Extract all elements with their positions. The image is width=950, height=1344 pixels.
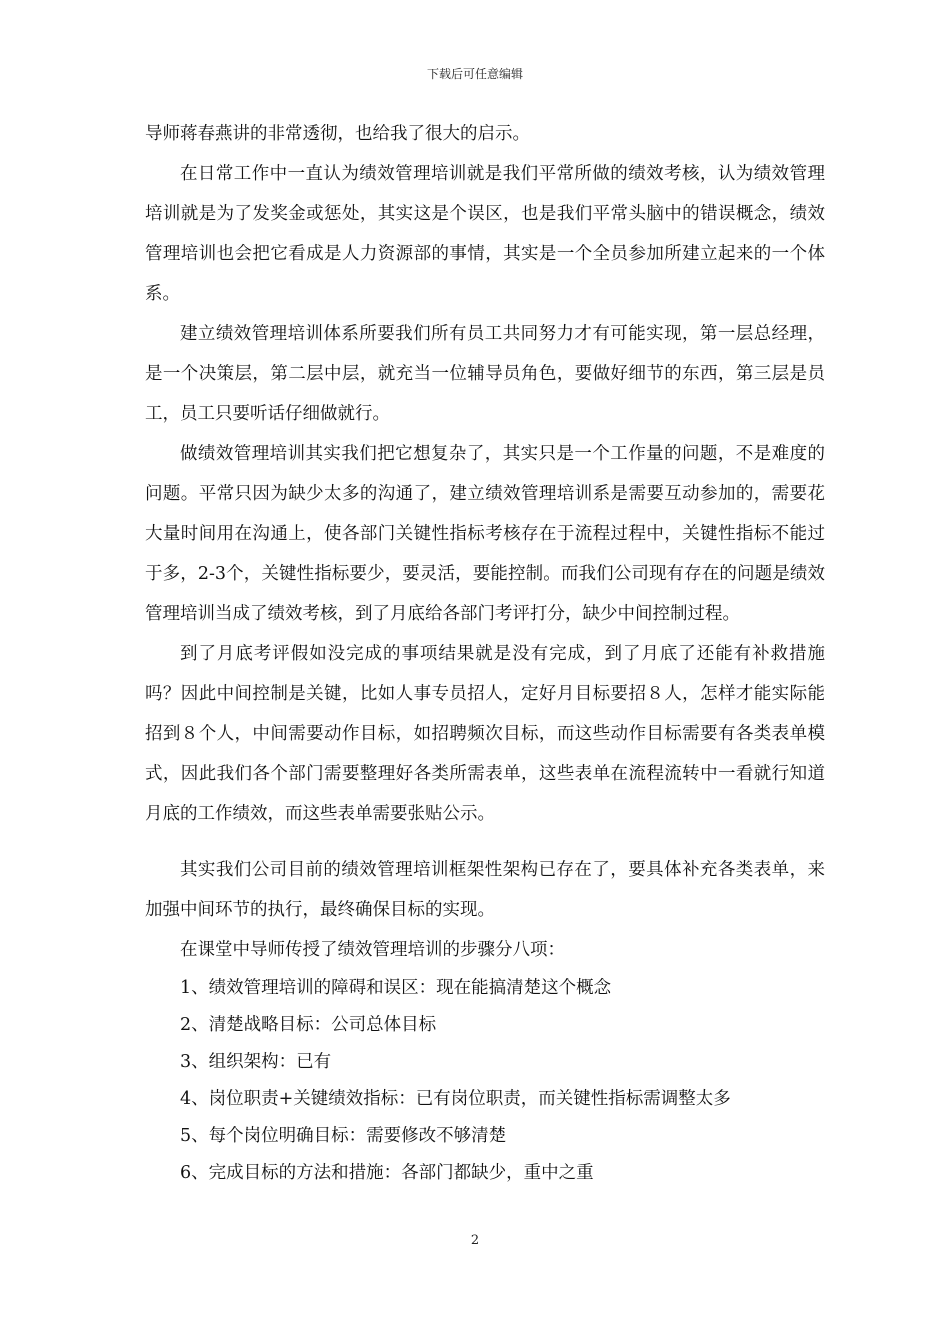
list-item: 2、清楚战略目标：公司总体目标 [180,1015,437,1035]
page-number: 2 [470,1233,480,1248]
paragraph: 到了月底考评假如没完成的事项结果就是没有完成，到了月底了还能有补救措施吗？因此中间控制是关键，比如人事专员招人，定好月目标要招８人，怎样才能实际能招到８个人，中间需要动作目标，如招聘频次目标，而这些动作目标需要有各类表单模式，因此我们各个部门需要整理好各类所需表单，这些表单在流程流转中一看就行知道月底的工作绩效，而这些表单需要张贴公示。 [145,644,825,824]
paragraph: 在日常工作中一直认为绩效管理培训就是我们平常所做的绩效考核，认为绩效管理培训就是为了发奖金或惩处，其实这是个误区，也是我们平常头脑中的错误概念，绩效管理培训也会把它看成是人力资源部的事情，其实是一个全员参加所建立起来的一个体系。 [145,164,825,304]
paragraph: 建立绩效管理培训体系所要我们所有员工共同努力才有可能实现，第一层总经理，是一个决策层，第二层中层，就充当一位辅导员角色，要做好细节的东西，第三层是员工，员工只要听话仔细做就行。 [145,324,825,424]
list-item: 3、组织架构：已有 [180,1052,332,1072]
paragraph-continuation: 导师蒋春燕讲的非常透彻，也给我了很大的启示。 [145,124,530,144]
list-item: 4、岗位职责+关键绩效指标：已有岗位职责，而关键性指标需调整太多 [180,1089,731,1109]
steps-list [145,970,825,1192]
paragraph-spacer [145,834,825,850]
paragraph: 做绩效管理培训其实我们把它想复杂了，其实只是一个工作量的问题，不是难度的问题。平常只因为缺少太多的沟通了，建立绩效管理培训系是需要互动参加的，需要花大量时间用在沟通上，使各部门关键性指标考核存在于流程过程中，关键性指标不能过于多，2-3个，关键性指标要少，要灵活，要能控制。而我们公司现有存在的问题是绩效管理培训当成了绩效考核，到了月底给各部门考评打分，缺少中间控制过程。 [145,444,825,624]
list-item: 6、完成目标的方法和措施：各部门都缺少，重中之重 [180,1163,594,1183]
paragraph: 其实我们公司目前的绩效管理培训框架性架构已存在了，要具体补充各类表单，来加强中间环节的执行，最终确保目标的实现。 [145,860,825,920]
list-item: 5、每个岗位明确目标：需要修改不够清楚 [180,1126,507,1146]
page-header: 下载后可任意编辑 [426,67,523,81]
list-item: 1、绩效管理培训的障碍和误区：现在能搞清楚这个概念 [180,978,612,998]
document-body [145,114,825,1192]
list-intro: 在课堂中导师传授了绩效管理培训的步骤分八项： [180,940,565,960]
